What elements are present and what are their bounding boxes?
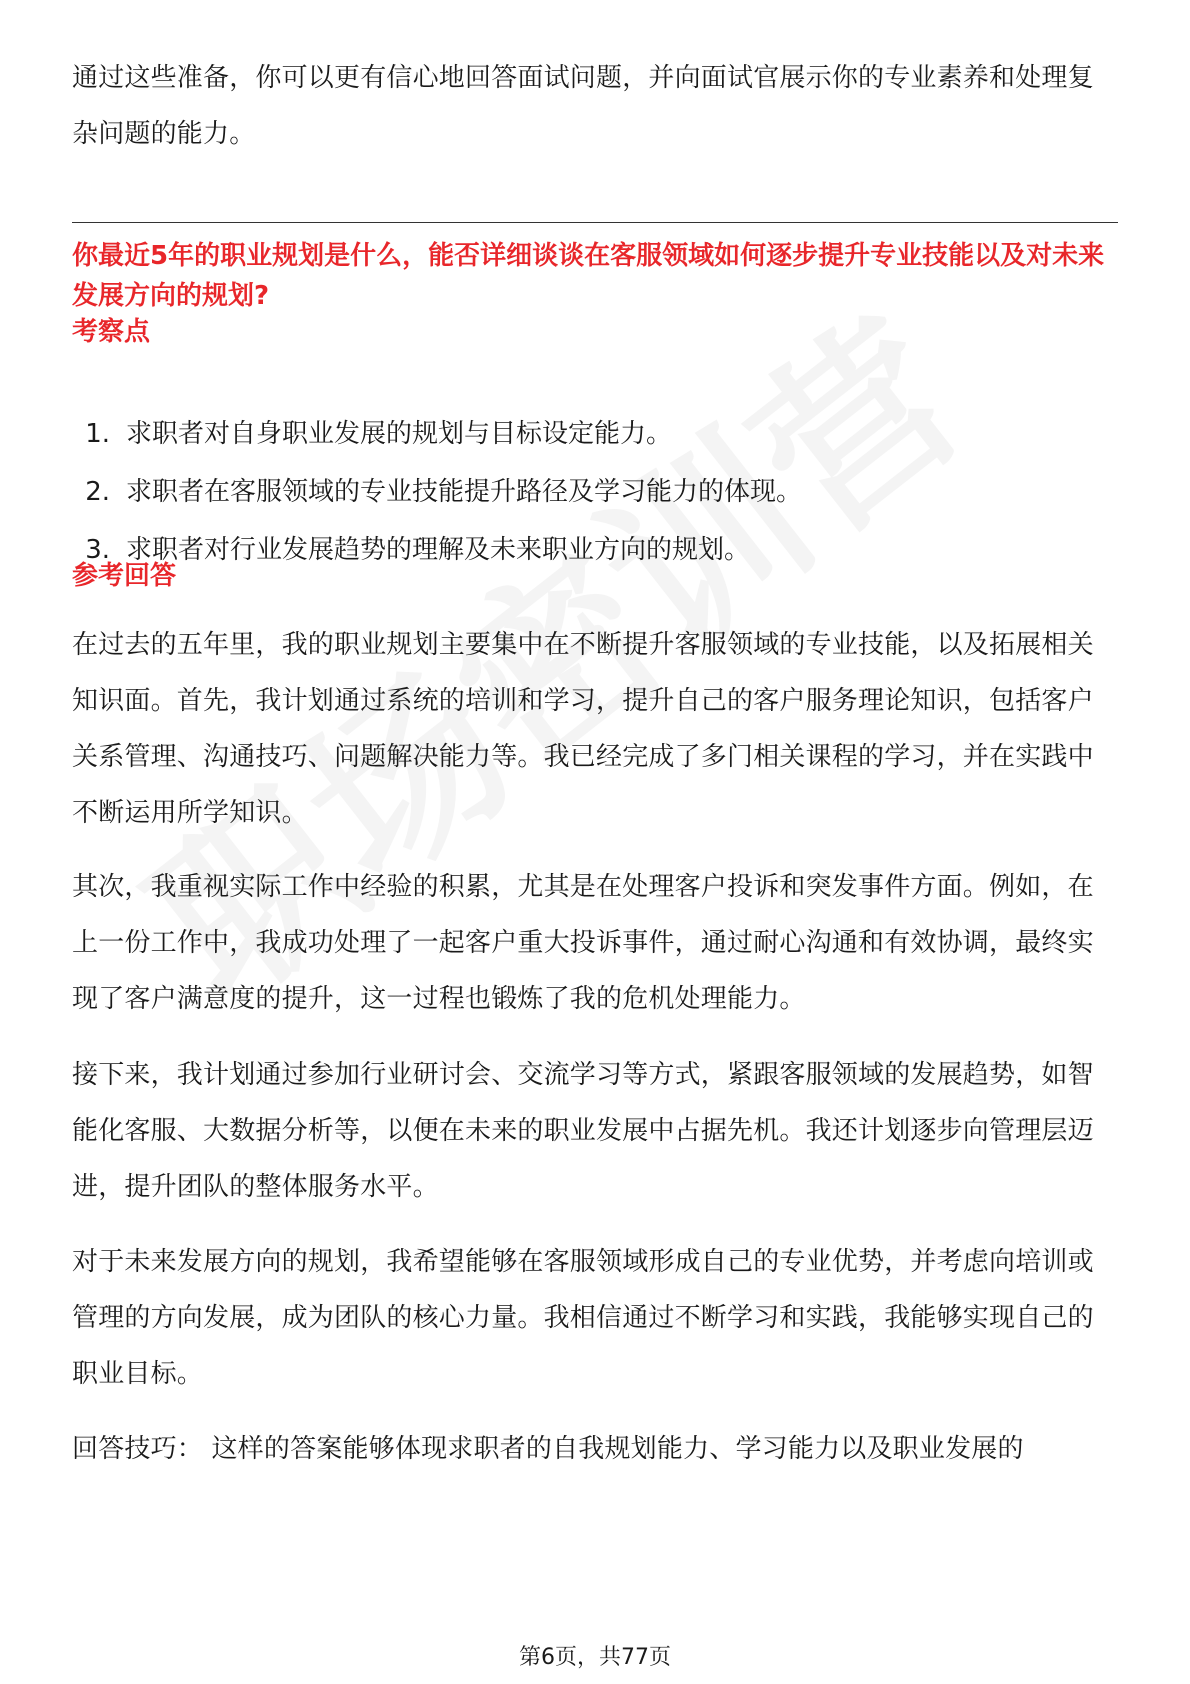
answer-paragraph-3: 接下来，我计划通过参加行业研讨会、交流学习等方式，紧跟客服领域的发展趋势，如智能化客服、大数据分析等，以便在未来的职业发展中占据先机。我还计划逐步向管理层迈进，提升团队的整体服务水平。 <box>72 1060 1094 1202</box>
list-number: 2. <box>85 477 110 507</box>
page-number: 第6页，共77页 <box>519 1645 671 1670</box>
interview-question: 你最近5年的职业规划是什么，能否详细谈谈在客服领域如何逐步提升专业技能以及对未来发展方向的规划? <box>72 241 1105 311</box>
answer-paragraph-1: 在过去的五年里，我的职业规划主要集中在不断提升客服领域的专业技能，以及拓展相关知识面。首先，我计划通过系统的培训和学习，提升自己的客户服务理论知识，包括客户关系管理、沟通技巧、问题解决能力等。我已经完成了多门相关课程的学习，并在实践中不断运用所学知识。 <box>72 630 1094 828</box>
list-item-text: 求职者在客服领域的专业技能提升路径及学习能力的体现。 <box>126 477 803 507</box>
intro-paragraph: 通过这些准备，你可以更有信心地回答面试问题，并向面试官展示你的专业素养和处理复杂问题的能力。 <box>72 63 1094 149</box>
focus-list <box>72 405 1118 579</box>
answer-section-title: 参考回答 <box>72 561 177 591</box>
answer-paragraph-2: 其次，我重视实际工作中经验的积累，尤其是在处理客户投诉和突发事件方面。例如，在上一份工作中，我成功处理了一起客户重大投诉事件，通过耐心沟通和有效协调，最终实现了客户满意度的提升，这一过程也锻炼了我的危机处理能力。 <box>72 872 1094 1014</box>
list-number: 3. <box>85 535 110 565</box>
answer-tip: 回答技巧： 这样的答案能够体现求职者的自我规划能力、学习能力以及职业发展的 <box>72 1434 1024 1464</box>
list-item-text: 求职者对自身职业发展的规划与目标设定能力。 <box>126 419 673 449</box>
focus-list-item <box>72 463 1118 521</box>
answer-paragraph-4: 对于未来发展方向的规划，我希望能够在客服领域形成自己的专业优势，并考虑向培训或管理的方向发展，成为团队的核心力量。我相信通过不断学习和实践，我能够实现自己的职业目标。 <box>72 1247 1094 1389</box>
focus-section-title: 考察点 <box>72 317 151 347</box>
focus-list-item <box>72 521 1118 579</box>
focus-list-item <box>72 405 1118 463</box>
list-number: 1. <box>85 419 110 449</box>
section-divider <box>72 222 1118 223</box>
list-item-text: 求职者对行业发展趋势的理解及未来职业方向的规划。 <box>126 535 751 565</box>
